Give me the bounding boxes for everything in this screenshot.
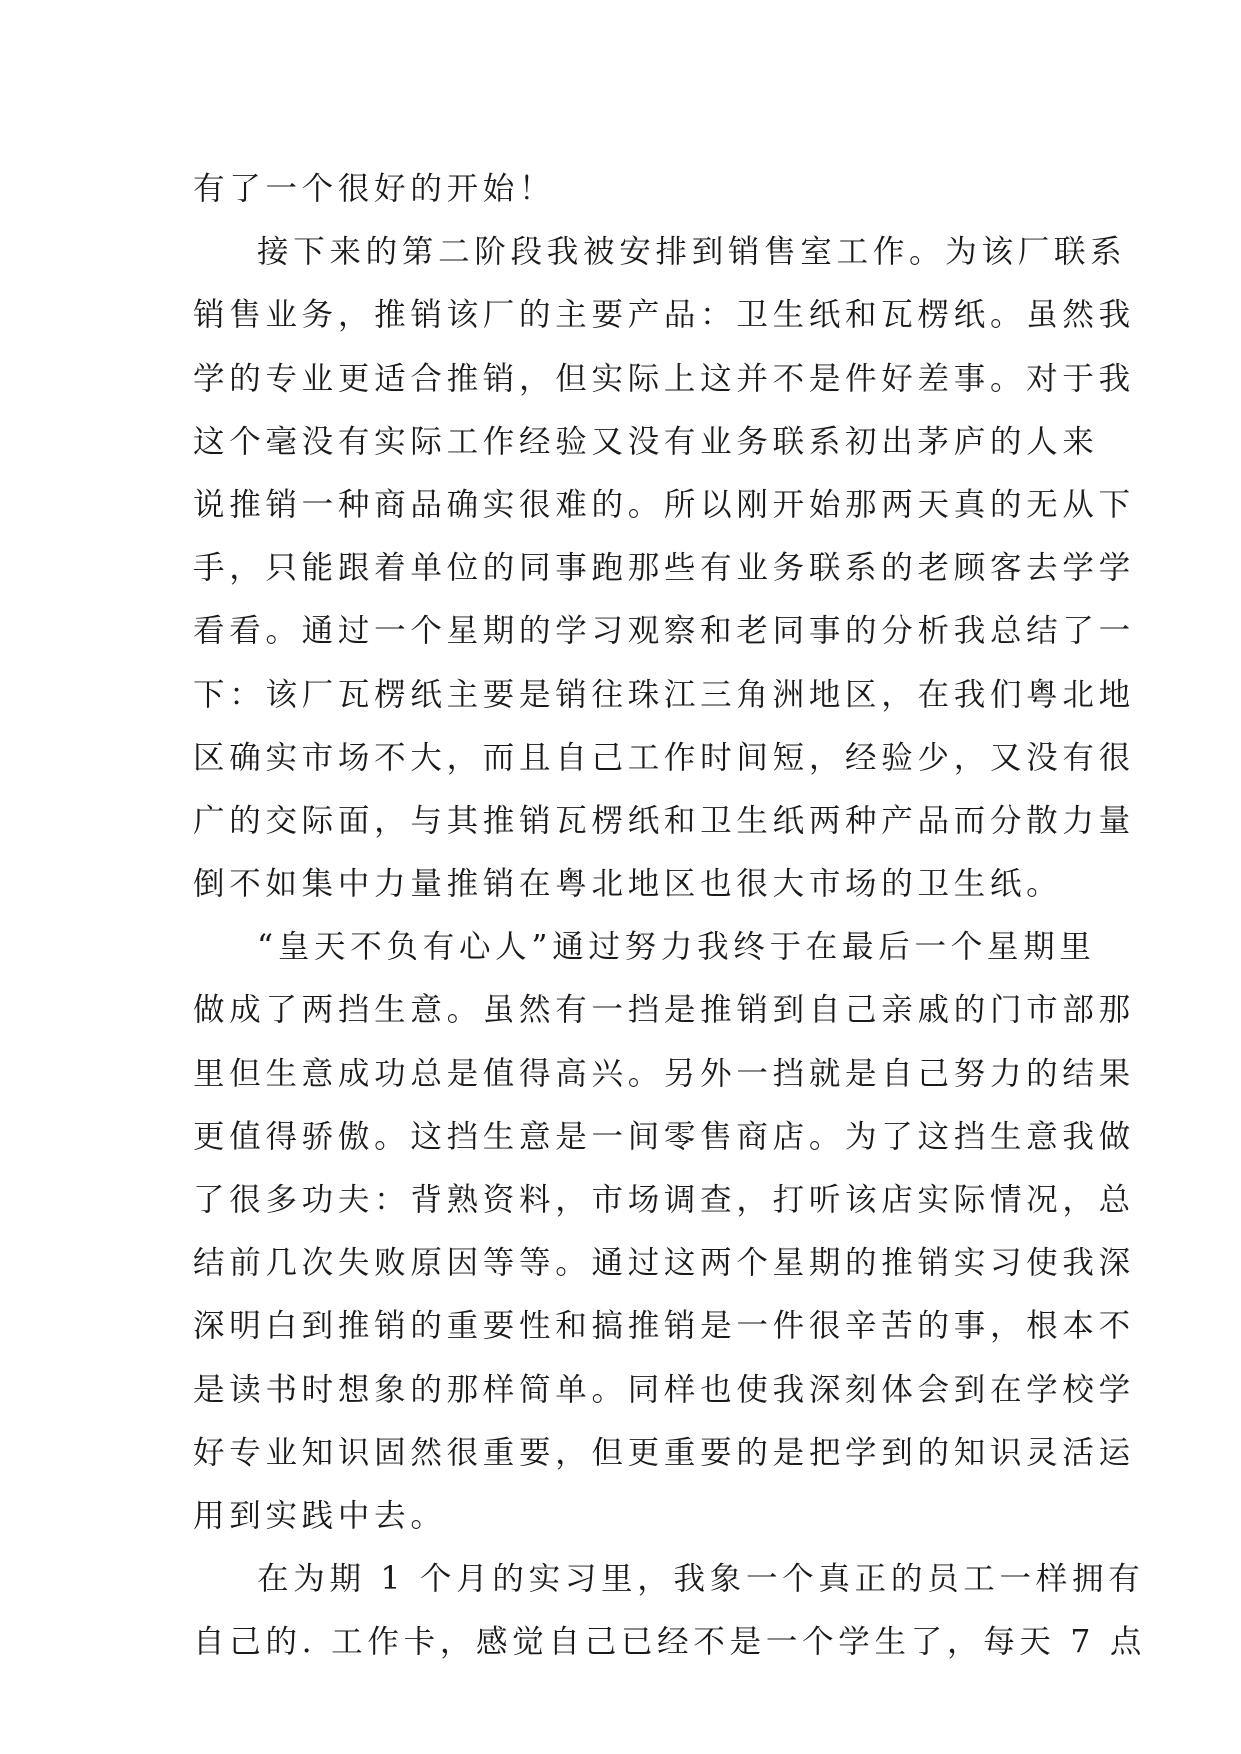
text-line: 有了一个很好的开始！: [193, 171, 556, 207]
text-line: 在为期 1 个月的实习里，我象一个真正的员工一样拥有: [257, 1561, 1145, 1598]
document-body: [193, 158, 1147, 1675]
text-line: 深明白到推销的重要性和搞推销是一件很辛苦的事，根本不: [193, 1308, 1135, 1345]
text-line: 自己的. 工作卡，感觉自己已经不是一个学生了，每天 7 点: [193, 1624, 1147, 1661]
paragraph: [193, 1548, 1147, 1674]
text-line: 下：该厂瓦楞纸主要是销往珠江三角洲地区，在我们粤北地: [193, 676, 1135, 713]
paragraph: [193, 158, 1053, 221]
paragraph: [193, 221, 1135, 916]
document-page: [193, 158, 1147, 1675]
text-line: 做成了两挡生意。虽然有一挡是推销到自己亲戚的门市部那: [193, 992, 1135, 1029]
text-line: 销售业务，推销该厂的主要产品：卫生纸和瓦楞纸。虽然我: [193, 297, 1135, 334]
text-line: 广的交际面，与其推销瓦楞纸和卫生纸两种产品而分散力量: [193, 802, 1135, 839]
text-line: 看看。通过一个星期的学习观察和老同事的分析我总结了一: [193, 613, 1135, 650]
text-line: 接下来的第二阶段我被安排到销售室工作。为该厂联系: [257, 234, 1127, 271]
text-line: 手，只能跟着单位的同事跑那些有业务联系的老顾客去学学: [193, 550, 1135, 587]
text-line: 用到实践中去。: [193, 1497, 447, 1534]
text-line: 更值得骄傲。这挡生意是一间零售商店。为了这挡生意我做: [193, 1118, 1135, 1155]
text-line: 学的专业更适合推销，但实际上这并不是件好差事。对于我: [193, 360, 1135, 397]
text-line: 说推销一种商品确实很难的。所以刚开始那两天真的无从下: [193, 486, 1135, 523]
text-line: 区确实市场不大，而且自己工作时间短，经验少，又没有很: [193, 739, 1135, 776]
text-line: 倒不如集中力量推销在粤北地区也很大市场的卫生纸。: [193, 866, 1063, 903]
paragraph: [193, 916, 1135, 1548]
text-line: 这个毫没有实际工作经验又没有业务联系初出茅庐的人来: [193, 423, 1099, 460]
text-line: 结前几次失败原因等等。通过这两个星期的推销实习使我深: [193, 1245, 1135, 1282]
text-line: 是读书时想象的那样简单。同样也使我深刻体会到在学校学: [193, 1371, 1135, 1408]
text-line: 里但生意成功总是值得高兴。另外一挡就是自己努力的结果: [193, 1055, 1135, 1092]
text-line: 好专业知识固然很重要，但更重要的是把学到的知识灵活运: [193, 1434, 1135, 1471]
text-line: “皇天不负有心人”通过努力我终于在最后一个星期里: [257, 929, 1096, 966]
text-line: 了很多功夫：背熟资料，市场调查，打听该店实际情况，总: [193, 1182, 1135, 1218]
